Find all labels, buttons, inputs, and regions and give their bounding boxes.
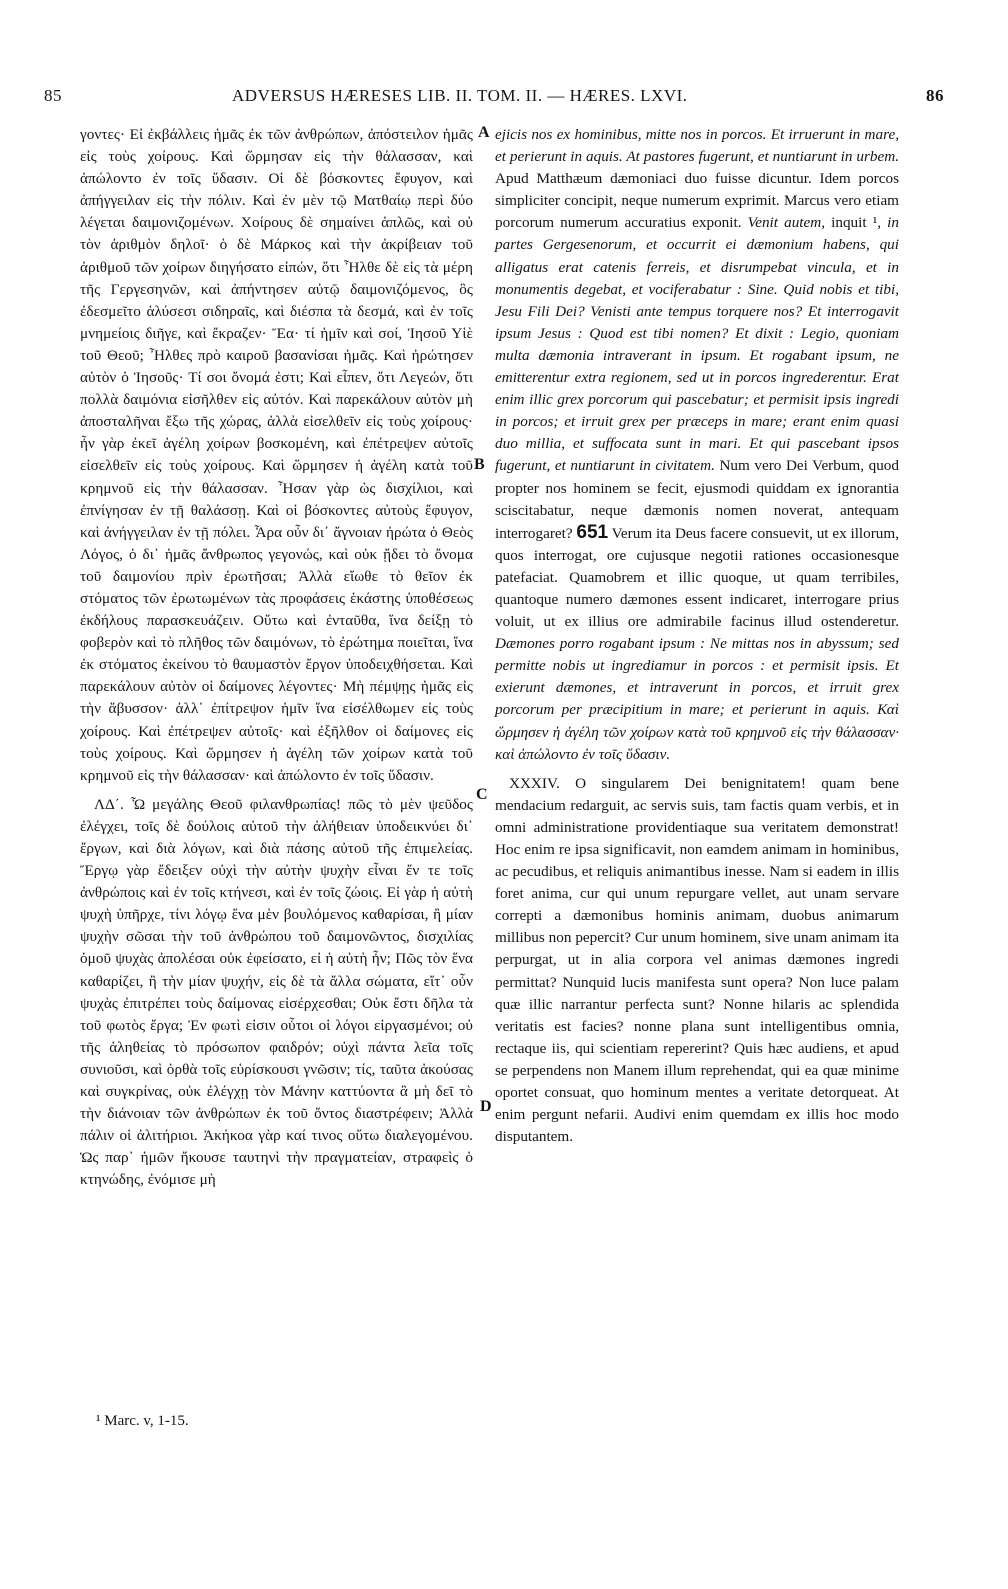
page-number-right: 86 (926, 86, 944, 105)
margin-marker-a: A (478, 124, 490, 141)
running-header (44, 86, 944, 112)
latin-text-4: Verum ita Deus facere consuevit, ut ex illorum, quos interrogat, ore cujusque negotii rationes occasionesque patefaciat. Quamobrem et illic quoque, ut quam terribiles, quantoque numero dæmones essent indicaret, interrogare prius voluit, ut ex illius ore admirabile facinus illud ostenderetur. (495, 524, 900, 631)
margin-marker-d: D (480, 1098, 492, 1115)
greek-quote-in-latin: Καὶ ὥρμησεν ἡ ἀγέλη τῶν χοίρων κατὰ τοῦ κρημνοῦ εἰς τὴν θάλασσαν· καὶ ἀπώλοντο ἐν τοῖς ὕδασιν. (495, 701, 899, 763)
latin-quote-4: Dæmones porro rogabant ipsum : Ne mittas nos in abyssum; sed permitte nobis ut ingrediamur in porcos : et permisit ipsis. Et exierunt dæmones, et intraverunt in porcos, et irruit grex porcorum per præcipitium in mare; et perierunt in aquis. (495, 635, 899, 719)
latin-text-2: inquit ¹, (825, 214, 882, 232)
latin-quote-1: ejicis nos ex hominibus, mitte nos in porcos. Et irruerunt in mare, et perierunt in aquis. At pastores fugerunt, et nuntiarunt in urbem. (495, 126, 899, 166)
page-break-number: 651 (576, 521, 609, 543)
latin-quote-3: in partes Gergesenorum, et occurrit ei dæmonium habens, qui alligatus erat catenis ferreis, et disrumpebat vincula, et in monumentis degebat, et vociferabatur : Sine. Quid nobis et tibi, Jesu Fili Dei? Venisti ante tempus torquere nos? Et interrogavit ipsum Jesus : Quod est tibi nomen? Et dixit : Legio, quoniam multa dæmonia intraverant in ipsum. Et rogabant ipsum, ne emitterentur extra regionem, sed ut in porcos ingrederentur. Erat enim illic grex porcorum qui pascebatur; et permisit ipsis ingredi in porcos; et irruit grex per præceps in mare; erant enim quasi duo millia, et suffocata sunt in mari. Et qui pascebant ipsos fugerunt, et nuntiarunt in civitatem. (495, 214, 899, 475)
latin-text-1: Apud Matthæum dæmoniaci duo fuisse dicuntur. Idem porcos simpliciter concipit, neque numerum exprimit. Marcus vero etiam porcorum numerum accuratius exponit. (495, 170, 899, 232)
greek-column (80, 124, 473, 1192)
margin-marker-c: C (476, 786, 488, 803)
running-title: ADVERSUS HÆRESES LIB. II. TOM. II. — HÆRES. LXVI. (232, 86, 688, 105)
latin-quote-2: Venit autem, (741, 214, 826, 232)
page-number-left: 85 (44, 86, 62, 105)
footnote: ¹ Marc. v, 1-15. (96, 1413, 189, 1429)
greek-paragraph-2: ΛΔ΄. Ὦ μεγάλης Θεοῦ φιλανθρωπίας! πῶς τὸ μὲν ψεῦδος ἐλέγχει, τοῖς δὲ δούλοις αὐτοῦ τὴν ἀλήθειαν ὑποδεικνύει δι᾿ ἔργων, καὶ διὰ λόγων, καὶ διὰ πάσης αὐτοῦ τῆς ἐπιμελείας. Ἔργῳ γὰρ ἔδειξεν οὐχὶ τὴν αὐτὴν ψυχὴν εἶναι ἔν τε τοῖς ἀνθρώποις καὶ ἐν τοῖς κτήνεσι, καὶ ἐν τοῖς ζώοις. Εἰ γὰρ ἡ αὐτὴ ψυχὴ ὑπῆρχε, τίνι λόγῳ ἕνα μὲν βουλόμενος καθαρίσαι, ἢ μίαν ψυχὴν σῶσαι τὴν τοῦ ἀνθρώπου τοῦ δαιμονῶντος, δισχιλίας ὁμοῦ ψυχὰς ἀπολέσαι οὐκ ἐφείσατο, εἰ ἡ αὐτὴ ἦν; Πῶς τὸν ἕνα καθαρίζει, ἢ τὴν μίαν ψυχήν, εἰς δὲ τὰ ἄλλα σώματα, εἴτ᾿ οὖν ψυχὰς ἐπιτρέπει τοὺς δαίμονας εἰσέρχεσθαι; Οὐκ ἔστι δῆλα τὰ τοῦ φωτὸς ἔργα; Ἐν φωτὶ εἰσιν οὗτοι οἱ λόγοι εἰργασμένοι; οὐ τῆς ἀληθείας τὸ πρόσωπον φαιδρόν; οὐχὶ πάντα λεῖα τοῖς συνιοῦσι, καὶ ὀρθὰ τοῖς εὑρίσκουσι γνῶσιν; τίς, ταῦτα ἀκούσας καὶ συγκρίνας, οὐκ ἐλέγχῃ τὸν Μάνην καττύοντα ἃ μὴ δεῖ τὸ τὴν διάνοιαν τῶν ἀνθρώπων ἐκ τοῦ ὄντος διαστρέφειν; Ἀλλὰ πάλιν οἱ ἀλιτήριοι. Ἀκήκοα γὰρ καί τινος οὕτω διαλεγομένου. Ὡς παρ᾿ ἡμῶν ἤκουσε ταυτηνὶ τὴν πραγματείαν, στραφεὶς ὁ κτηνώδης, ἐνόμισε μὴ (80, 795, 473, 1189)
latin-paragraph-2: XXXIV. O singularem Dei benignitatem! quam bene mendacium redarguit, ac servis suis, tam factis quam verbis, et in omni administratione providentiaque sua veritatem demonstrat! Hoc enim re ipsa significavit, non eamdem animam in hominibus, ac pecudibus, et reliquis animantibus inesse. Nam si eadem in illis foret anima, cur qui unum repurgare vellet, aut unam servare correpti a dæmonibus hominis animam, duobus animarum millibus non pepercit? Cur unum hominem, sive unam animam ita perpurgat, ut in alia corpora vel animas dæmones ingredi permittat? Nunquid lucis manifesta sunt opera? Non luce palam quæ illic narrantur perfecta sunt? Nonne hilaris ac splendida veritatis est facies? nonne plana sunt intelligentibus omnia, rectaque iis, qui scientiam repererint? Quis hæc audiens, et apud se perpendens non Manem illum reprehendat, qui ea quæ minime oportet consuat, quo hominum mentes a veritate detorqueat. At enim pergunt nefarii. Audivi enim quemdam ex illis hoc modo disputantem. (495, 774, 899, 1146)
latin-text-3: Num vero Dei Verbum, quod propter nos hominem se fecit, ejusmodi quiddam ex ignorantia sciscitabatur, neque dæmonis nomen noverat, antequam interrogaret? (495, 457, 899, 542)
latin-paragraph-1 (495, 124, 899, 766)
latin-column (495, 124, 899, 1148)
margin-marker-b: B (474, 456, 485, 473)
greek-paragraph-1: γοντες· Εἰ ἐκβάλλεις ἡμᾶς ἐκ τῶν ἀνθρώπων, ἀπόστειλον ἡμᾶς εἰς τοὺς χοίρους. Καὶ ὥρμησαν εἰς τὴν θάλασσαν, καὶ ἀπώλοντο ἐν τοῖς ὕδασιν. Οἱ δὲ βόσκοντες ἔφυγον, καὶ ἀπήγγειλαν εἰς τὴν πόλιν. Καὶ ἐν μὲν τῷ Ματθαίῳ περὶ δύο λέγεται δαιμονιζομένων. Χοίρους δὲ σημαίνει ἁπλῶς, καὶ οὐ τὸν ἀριθμὸν δηλοῖ· ὁ δὲ Μάρκος καὶ τὴν ἀκρίβειαν τοῦ ἀριθμοῦ τῶν χοίρων διηγήσατο εἰπών, ὅτι Ἦλθε δὲ εἰς τὰ μέρη τῆς Γεργεσηνῶν, καὶ ἀπήντησεν αὐτῷ δαιμονιζόμενος, ὃς ἐδεσμεῖτο ἁλύσεσι σιδηραῖς, καὶ διέσπα τὰ δεσμά, καὶ ἐν τοῖς μνημείοις διῆγε, καὶ ἔκραζεν· Ἔα· τί ἡμῖν καὶ σοί, Ἰησοῦ Υἱὲ τοῦ Θεοῦ; Ἦλθες πρὸ καιροῦ βασανίσαι ἡμᾶς. Καὶ ἠρώτησεν αὐτὸν ὁ Ἰησοῦς· Τί σοι ὄνομά ἐστι; Καὶ εἶπεν, ὅτι Λεγεών, ὅτι πολλὰ δαιμόνια εἰσῆλθεν εἰς αὐτόν. Καὶ παρεκάλουν αὐτὸν μὴ ἀποσταλῆναι ἔξω τῆς χώρας, ἀλλὰ εἰσελθεῖν εἰς τοὺς χοίρους· ἦν γὰρ ἐκεῖ ἀγέλη χοίρων βοσκομένη, καὶ ἐπέτρεψεν αὐτοῖς εἰσελθεῖν εἰς τοὺς χοίρους. Καὶ ὥρμησεν ἡ ἀγέλη κατὰ τοῦ κρημνοῦ εἰς τὴν θάλασσαν. Ἦσαν γὰρ ὡς δισχίλιοι, καὶ ἐπνίγησαν ἐν τῇ θαλάσσῃ. Καὶ οἱ βόσκοντες αὐτοὺς ἔφυγον, καὶ ἀνήγγειλαν ἐν τῇ πόλει. Ἆρα οὖν δι᾿ ἄγνοιαν ἠρώτα ὁ Θεὸς Λόγος, ὁ δι᾿ ἡμᾶς ἄνθρωπος γεγονώς, καὶ οὐκ ᾔδει τὸ ὄνομα τοῦ δαιμονίου πρὶν ἐρωτῆσαι; Ἀλλὰ εἴωθε τὸ θεῖον ἐκ στόματος τῶν ἐρωτωμένων τὰς προφάσεις ἑκάστης ὑποθέσεως ἐκδήλους παρασκευάζειν. Οὕτω καὶ ἐνταῦθα, ἵνα δείξῃ τὸ φοβερὸν καὶ τὸ πλῆθος τῶν δαιμόνων, τὸ ἐρώτημα ποιεῖται, ἵνα ἐκ στόματος ἐκείνου τὸ θαυμαστὸν ἔργον ὑποδειχθήσεται. Καὶ παρεκάλουν αὐτὸν οἱ δαίμονες λέγοντες· Μὴ πέμψῃς ἡμᾶς εἰς τὴν ἄβυσσον· ἀλλ᾿ ἐπίτρεψον ἡμῖν ἵνα εἰσέλθωμεν εἰς τοὺς χοίρους. Καὶ ἐπέτρεψεν αὐτοῖς· καὶ ἐξῆλθον οἱ δαίμονες εἰς τοὺς χοίρους. Καὶ ὥρμησεν ἡ ἀγέλη τῶν χοίρων κατὰ τοῦ κρημνοῦ εἰς τὴν θάλασσαν· καὶ ἀπώλοντο ἐν τοῖς ὕδασιν. (80, 126, 473, 784)
